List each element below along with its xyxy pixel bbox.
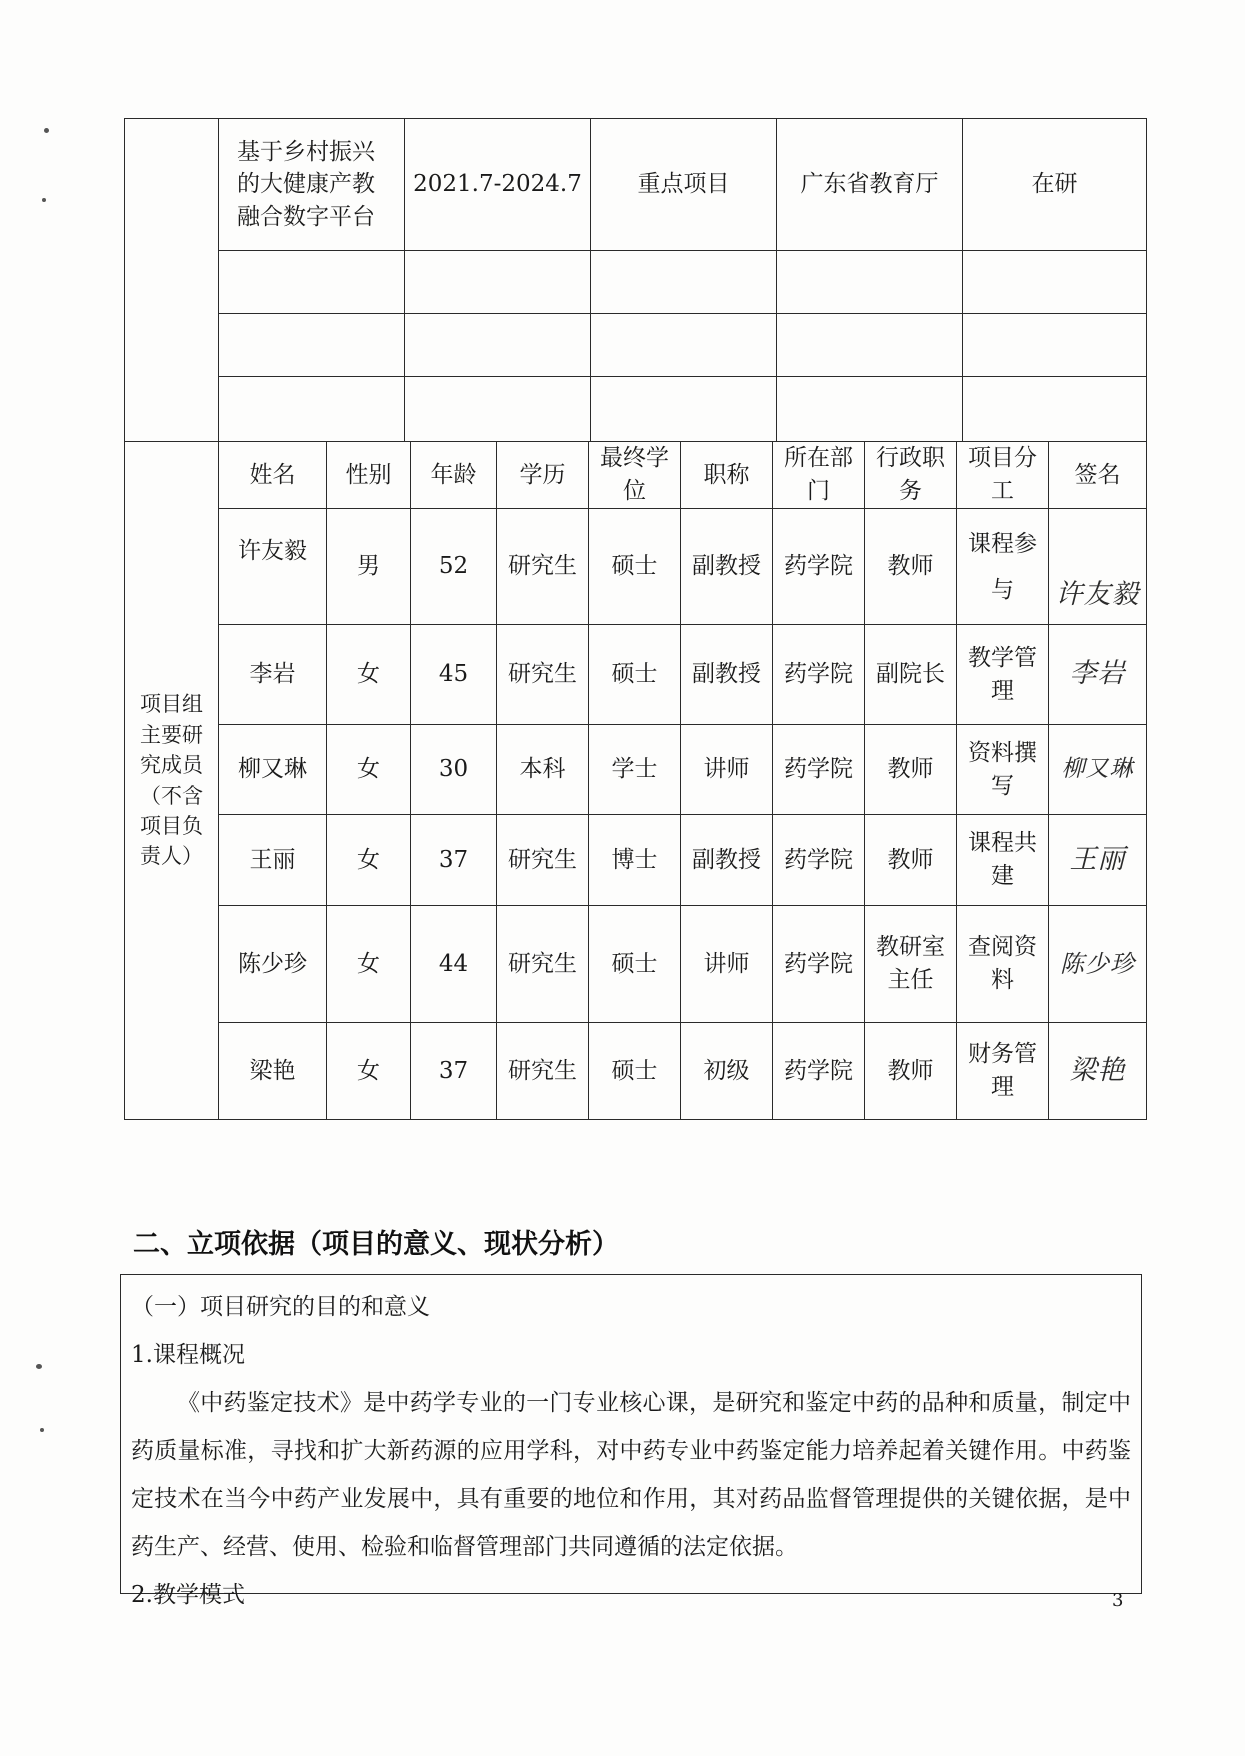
member-signature: 李岩	[1049, 625, 1147, 725]
member-education: 研究生	[497, 1023, 589, 1120]
item-heading-course-overview: 1.课程概况	[131, 1342, 245, 1368]
table-row	[125, 1023, 1147, 1120]
member-title: 副教授	[681, 625, 773, 725]
member-degree: 硕士	[589, 625, 681, 725]
header-age: 年龄	[411, 442, 497, 509]
section-heading: 二、立项依据（项目的意义、现状分析）	[133, 1229, 619, 1260]
member-degree: 硕士	[589, 509, 681, 625]
member-department: 药学院	[773, 625, 865, 725]
member-education: 研究生	[497, 509, 589, 625]
header-name: 姓名	[219, 442, 327, 509]
member-position: 副院长	[865, 625, 957, 725]
member-title: 副教授	[681, 815, 773, 906]
header-education: 学历	[497, 442, 589, 509]
project-period	[405, 314, 591, 377]
project-status: 在研	[963, 119, 1147, 251]
project-name: 基于乡村振兴的大健康产教融合数字平台	[219, 119, 405, 251]
member-title: 讲师	[681, 906, 773, 1023]
member-title: 初级	[681, 1023, 773, 1120]
table-row	[125, 314, 1147, 377]
project-authority	[777, 314, 963, 377]
member-role: 课程共建	[957, 815, 1049, 906]
member-age: 52	[411, 509, 497, 625]
scan-speck	[42, 198, 46, 202]
project-status	[963, 314, 1147, 377]
table-row	[125, 377, 1147, 442]
table-row	[125, 815, 1147, 906]
member-position: 教师	[865, 509, 957, 625]
project-name	[219, 251, 405, 314]
member-role: 课程参与	[957, 509, 1049, 625]
table-row	[125, 725, 1147, 815]
table-row	[125, 509, 1147, 625]
member-name: 陈少珍	[219, 906, 327, 1023]
member-name: 梁艳	[219, 1023, 327, 1120]
member-age: 37	[411, 1023, 497, 1120]
projects-table	[124, 118, 1147, 442]
section-content-box	[120, 1274, 1142, 1608]
member-title: 讲师	[681, 725, 773, 815]
member-education: 研究生	[497, 906, 589, 1023]
project-level	[591, 377, 777, 442]
table-row	[125, 119, 1147, 251]
scan-speck	[40, 1428, 44, 1432]
member-position: 教师	[865, 725, 957, 815]
scan-speck	[36, 1364, 42, 1369]
member-role: 财务管理	[957, 1023, 1049, 1120]
members-table	[124, 441, 1147, 1120]
project-authority: 广东省教育厅	[777, 119, 963, 251]
member-position: 教师	[865, 815, 957, 906]
project-period	[405, 377, 591, 442]
table-row	[125, 625, 1147, 725]
project-status	[963, 377, 1147, 442]
member-signature: 王丽	[1049, 815, 1147, 906]
member-role: 查阅资料	[957, 906, 1049, 1023]
member-department: 药学院	[773, 1023, 865, 1120]
member-signature: 陈少珍	[1049, 906, 1147, 1023]
header-signature: 签名	[1049, 442, 1147, 509]
header-gender: 性别	[327, 442, 411, 509]
member-role: 教学管理	[957, 625, 1049, 725]
member-age: 45	[411, 625, 497, 725]
project-level: 重点项目	[591, 119, 777, 251]
project-period	[405, 251, 591, 314]
project-level	[591, 314, 777, 377]
member-gender: 女	[327, 1023, 411, 1120]
member-degree: 学士	[589, 725, 681, 815]
member-department: 药学院	[773, 509, 865, 625]
member-signature: 梁艳	[1049, 1023, 1147, 1120]
member-education: 研究生	[497, 815, 589, 906]
project-authority	[777, 377, 963, 442]
header-department: 所在部门	[773, 442, 865, 509]
member-degree: 硕士	[589, 1023, 681, 1120]
table-row	[125, 906, 1147, 1023]
scan-speck	[44, 128, 49, 133]
project-authority	[777, 251, 963, 314]
member-title: 副教授	[681, 509, 773, 625]
member-age: 44	[411, 906, 497, 1023]
member-education: 研究生	[497, 625, 589, 725]
header-position: 行政职务	[865, 442, 957, 509]
item-heading-teaching-mode: 2.教学模式	[131, 1582, 245, 1608]
member-education: 本科	[497, 725, 589, 815]
header-degree: 最终学位	[589, 442, 681, 509]
member-gender: 女	[327, 906, 411, 1023]
members-side-label: 项目组主要研究成员（不含项目负责人）	[125, 442, 219, 1120]
project-level	[591, 251, 777, 314]
member-department: 药学院	[773, 906, 865, 1023]
project-name	[219, 314, 405, 377]
member-degree: 硕士	[589, 906, 681, 1023]
member-name: 许友毅	[219, 509, 327, 625]
member-signature: 许友毅	[1049, 509, 1147, 625]
member-degree: 博士	[589, 815, 681, 906]
member-role: 资料撰写	[957, 725, 1049, 815]
member-gender: 女	[327, 725, 411, 815]
member-department: 药学院	[773, 815, 865, 906]
empty-label-cell	[125, 119, 219, 442]
project-name	[219, 377, 405, 442]
member-age: 37	[411, 815, 497, 906]
header-row	[125, 442, 1147, 509]
table-row	[125, 251, 1147, 314]
body-paragraph: 《中药鉴定技术》是中药学专业的一门专业核心课，是研究和鉴定中药的品种和质量，制定中药质量标准，寻找和扩大新药源的应用学科，对中药专业中药鉴定能力培养起着关键作用。中药鉴定技术在当今中药产业发展中，具有重要的地位和作用，其对药品监督管理提供的关键依据，是中药生产、经营、使用、检验和临督管理部门共同遵循的法定依据。	[131, 1390, 1131, 1560]
project-period: 2021.7-2024.7	[405, 119, 591, 251]
member-age: 30	[411, 725, 497, 815]
member-name: 王丽	[219, 815, 327, 906]
member-gender: 男	[327, 509, 411, 625]
member-gender: 女	[327, 815, 411, 906]
page-number: 3	[1112, 1590, 1124, 1611]
member-signature: 柳又琳	[1049, 725, 1147, 815]
member-position: 教研室主任	[865, 906, 957, 1023]
member-position: 教师	[865, 1023, 957, 1120]
member-department: 药学院	[773, 725, 865, 815]
header-role: 项目分工	[957, 442, 1049, 509]
member-gender: 女	[327, 625, 411, 725]
member-name: 李岩	[219, 625, 327, 725]
header-title: 职称	[681, 442, 773, 509]
project-status	[963, 251, 1147, 314]
subsection-heading: （一）项目研究的目的和意义	[131, 1294, 430, 1320]
member-name: 柳又琳	[219, 725, 327, 815]
